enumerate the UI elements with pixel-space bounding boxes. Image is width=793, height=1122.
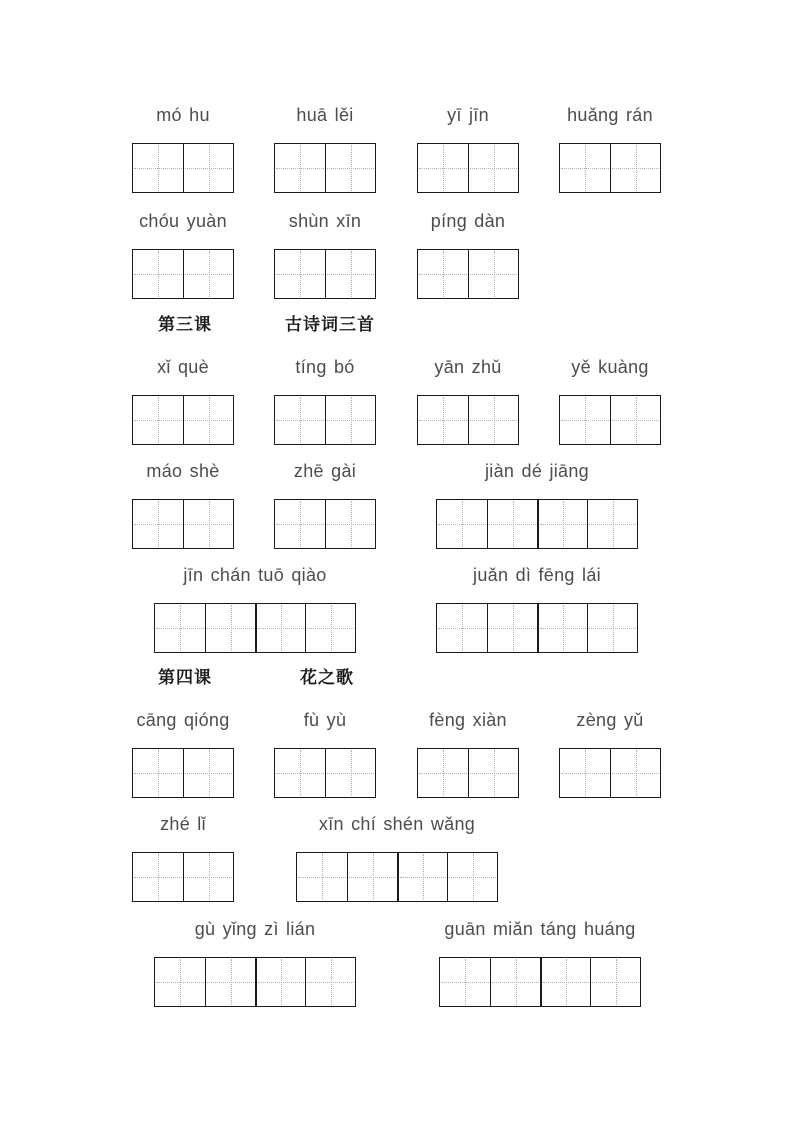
writing-grid bbox=[132, 852, 234, 902]
grid-cell bbox=[537, 604, 587, 652]
word-block bbox=[275, 710, 375, 798]
grid-cell bbox=[560, 749, 610, 797]
pinyin-label: cāng qióng bbox=[136, 710, 230, 730]
grid-cell bbox=[587, 500, 637, 548]
word-block bbox=[275, 461, 375, 549]
pinyin-label: juǎn dì fēng lái bbox=[473, 565, 601, 585]
word-block bbox=[133, 710, 233, 798]
grid-cell bbox=[590, 958, 640, 1006]
grid-cell bbox=[610, 396, 660, 444]
grid-cell bbox=[468, 144, 518, 192]
writing-grid bbox=[154, 603, 356, 653]
grid-cell bbox=[205, 958, 255, 1006]
writing-grid bbox=[274, 748, 376, 798]
word-block bbox=[418, 211, 518, 299]
writing-grid bbox=[274, 395, 376, 445]
grid-cell bbox=[205, 604, 255, 652]
word-block bbox=[133, 814, 233, 902]
pinyin-label: mó hu bbox=[156, 105, 210, 125]
grid-cell bbox=[183, 396, 233, 444]
grid-cell bbox=[325, 396, 375, 444]
pinyin-label: shùn xīn bbox=[288, 211, 362, 231]
grid-cell bbox=[418, 396, 468, 444]
writing-grid bbox=[274, 499, 376, 549]
word-block bbox=[133, 461, 233, 549]
word-block bbox=[560, 710, 660, 798]
writing-grid bbox=[436, 499, 638, 549]
word-block bbox=[437, 565, 637, 653]
grid-cell bbox=[397, 853, 447, 901]
word-block bbox=[133, 357, 233, 445]
writing-grid bbox=[559, 395, 661, 445]
grid-cell bbox=[610, 144, 660, 192]
grid-cell bbox=[347, 853, 397, 901]
word-block bbox=[560, 357, 660, 445]
grid-cell bbox=[468, 250, 518, 298]
pinyin-label: huǎng rán bbox=[567, 105, 653, 125]
pinyin-label: huā lěi bbox=[296, 105, 354, 125]
grid-cell bbox=[183, 749, 233, 797]
grid-cell bbox=[275, 749, 325, 797]
writing-grid bbox=[417, 748, 519, 798]
grid-cell bbox=[133, 853, 183, 901]
grid-cell bbox=[275, 396, 325, 444]
pinyin-label: píng dàn bbox=[430, 211, 506, 231]
grid-cell bbox=[133, 749, 183, 797]
grid-cell bbox=[437, 500, 487, 548]
word-block bbox=[297, 814, 497, 902]
writing-grid bbox=[132, 143, 234, 193]
writing-grid bbox=[274, 249, 376, 299]
grid-cell bbox=[487, 500, 537, 548]
grid-cell bbox=[560, 144, 610, 192]
grid-cell bbox=[275, 144, 325, 192]
grid-cell bbox=[440, 958, 490, 1006]
pinyin-label: xīn chí shén wǎng bbox=[318, 814, 476, 834]
grid-cell bbox=[610, 749, 660, 797]
grid-cell bbox=[275, 500, 325, 548]
grid-cell bbox=[183, 853, 233, 901]
word-block bbox=[155, 565, 355, 653]
grid-cell bbox=[325, 144, 375, 192]
pinyin-label: fù yù bbox=[303, 710, 347, 730]
grid-cell bbox=[487, 604, 537, 652]
pinyin-label: gù yǐng zì lián bbox=[194, 919, 316, 939]
lesson-title: 花之歌 bbox=[300, 668, 354, 687]
writing-grid bbox=[274, 143, 376, 193]
pinyin-label: jīn chán tuō qiào bbox=[183, 565, 327, 585]
writing-grid bbox=[417, 395, 519, 445]
grid-cell bbox=[325, 250, 375, 298]
writing-grid bbox=[132, 748, 234, 798]
grid-cell bbox=[325, 500, 375, 548]
pinyin-label: yě kuàng bbox=[571, 357, 649, 377]
grid-cell bbox=[540, 958, 590, 1006]
writing-grid bbox=[154, 957, 356, 1007]
pinyin-label: zhē gài bbox=[293, 461, 357, 481]
pinyin-label: fèng xiàn bbox=[429, 710, 507, 730]
grid-cell bbox=[133, 250, 183, 298]
pinyin-label: yī jīn bbox=[447, 105, 489, 125]
grid-cell bbox=[537, 500, 587, 548]
lesson-number: 第三课 bbox=[158, 315, 212, 334]
grid-cell bbox=[305, 604, 355, 652]
grid-cell bbox=[305, 958, 355, 1006]
grid-cell bbox=[133, 144, 183, 192]
grid-cell bbox=[155, 604, 205, 652]
grid-cell bbox=[418, 250, 468, 298]
word-block bbox=[418, 105, 518, 193]
pinyin-label: zèng yǔ bbox=[576, 710, 644, 730]
writing-grid bbox=[559, 143, 661, 193]
pinyin-label: yān zhǔ bbox=[434, 357, 502, 377]
grid-cell bbox=[255, 958, 305, 1006]
grid-cell bbox=[560, 396, 610, 444]
grid-cell bbox=[297, 853, 347, 901]
word-block bbox=[275, 357, 375, 445]
grid-cell bbox=[325, 749, 375, 797]
writing-grid bbox=[439, 957, 641, 1007]
grid-cell bbox=[155, 958, 205, 1006]
grid-cell bbox=[437, 604, 487, 652]
word-block bbox=[560, 105, 660, 193]
writing-grid bbox=[417, 143, 519, 193]
grid-cell bbox=[133, 396, 183, 444]
writing-grid bbox=[296, 852, 498, 902]
grid-cell bbox=[133, 500, 183, 548]
word-block bbox=[275, 211, 375, 299]
writing-grid bbox=[132, 499, 234, 549]
grid-cell bbox=[587, 604, 637, 652]
word-block bbox=[440, 919, 640, 1007]
word-block bbox=[418, 357, 518, 445]
pinyin-label: zhé lǐ bbox=[160, 814, 206, 834]
grid-cell bbox=[275, 250, 325, 298]
pinyin-label: chóu yuàn bbox=[139, 211, 227, 231]
word-block bbox=[437, 461, 637, 549]
pinyin-label: tíng bó bbox=[295, 357, 355, 377]
writing-grid bbox=[417, 249, 519, 299]
grid-cell bbox=[418, 749, 468, 797]
word-block bbox=[133, 105, 233, 193]
word-block bbox=[133, 211, 233, 299]
grid-cell bbox=[255, 604, 305, 652]
grid-cell bbox=[183, 144, 233, 192]
pinyin-label: máo shè bbox=[146, 461, 220, 481]
word-block bbox=[418, 710, 518, 798]
grid-cell bbox=[490, 958, 540, 1006]
pinyin-label: guān miǎn táng huáng bbox=[444, 919, 636, 939]
grid-cell bbox=[183, 250, 233, 298]
word-block bbox=[275, 105, 375, 193]
grid-cell bbox=[447, 853, 497, 901]
grid-cell bbox=[183, 500, 233, 548]
writing-grid bbox=[559, 748, 661, 798]
grid-cell bbox=[468, 749, 518, 797]
grid-cell bbox=[468, 396, 518, 444]
word-block bbox=[155, 919, 355, 1007]
writing-grid bbox=[132, 249, 234, 299]
pinyin-label: xǐ què bbox=[157, 357, 209, 377]
writing-grid bbox=[132, 395, 234, 445]
writing-grid bbox=[436, 603, 638, 653]
pinyin-label: jiàn dé jiāng bbox=[485, 461, 589, 481]
lesson-number: 第四课 bbox=[158, 668, 212, 687]
lesson-title: 古诗词三首 bbox=[285, 315, 375, 334]
grid-cell bbox=[418, 144, 468, 192]
